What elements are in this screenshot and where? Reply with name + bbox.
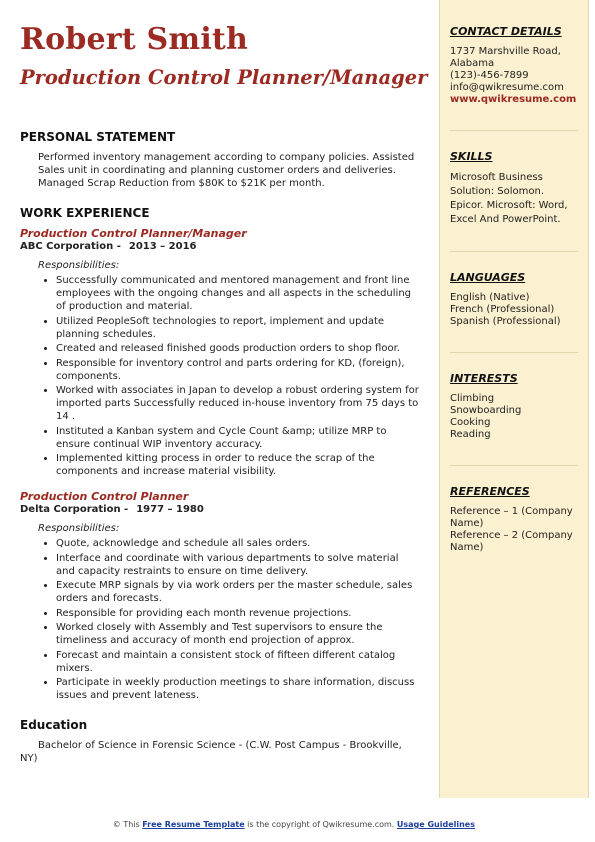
candidate-name: Robert Smith (20, 22, 248, 57)
list-item: • Implemented kitting process in order to reduce the scrap of the components and increase material visibility. (56, 452, 420, 478)
job-company (20, 240, 420, 253)
work-experience-heading: WORK EXPERIENCE (20, 206, 150, 220)
skills-heading: SKILLS (450, 150, 493, 163)
list-item: • Participate in weekly production meetings to share information, discuss issues and prevent lateness. (56, 676, 420, 702)
job-dates: 2013 – 2016 (128, 241, 197, 252)
list-item: • Utilized PeopleSoft technologies to report, implement and update planning schedules. (56, 315, 420, 341)
education-heading: Education (20, 718, 88, 732)
list-item: • Worked closely with Assembly and Test supervisors to ensure the timeliness and accuracy of month end projection of approx. (56, 621, 420, 647)
list-item: English (Native) (450, 292, 530, 303)
company-name: ABC Corporation - (20, 241, 121, 252)
languages-section (450, 272, 578, 328)
list-item: Spanish (Professional) (450, 316, 561, 327)
list-item: • Worked with associates in Japan to develop a robust ordering system for imported parts Successfully reduced in-house inventory from 75 days to 14 . (56, 384, 420, 423)
phone-number: (123)-456-7899 (450, 70, 529, 81)
list-item: • Interface and coordinate with various departments to solve material and capacity restraints to ensure on time delivery. (56, 552, 420, 578)
usage-guidelines-link[interactable]: Usage Guidelines (396, 820, 475, 829)
company-name: Delta Corporation - (20, 504, 129, 515)
list-item: Reference – 1 (Company Name) (450, 506, 573, 529)
responsibilities-list (38, 537, 420, 702)
references-heading: REFERENCES (450, 485, 530, 498)
main-column (20, 130, 420, 765)
job-dates: 1977 – 1980 (136, 504, 204, 515)
list-item: • Responsible for providing each month revenue projections. (56, 607, 420, 620)
job-title: Production Control Planner/Manager (20, 227, 247, 240)
list-item: • Instituted a Kanban system and Cycle Count &amp; utilize MRP to ensure continual WIP inventory accuracy. (56, 425, 420, 451)
list-item: Cooking (450, 417, 491, 428)
list-item: • Successfully communicated and mentored management and front line employees with the ongoing changes and all aspects in the scheduling of production and material. (56, 274, 420, 313)
sidebar (439, 0, 589, 798)
divider (450, 465, 578, 466)
footer-prefix: © This (112, 820, 143, 829)
job-entry (20, 490, 420, 702)
free-resume-template-link[interactable]: Free Resume Template (142, 820, 245, 829)
contact-section (450, 26, 578, 106)
address-line: 1737 Marshville Road, (450, 46, 561, 57)
work-experience-section (20, 206, 420, 702)
list-item: Climbing (450, 393, 495, 404)
job-entry (20, 227, 420, 478)
skills-section (450, 151, 578, 227)
footer (0, 820, 475, 829)
references-section (450, 486, 578, 554)
contact-heading: CONTACT DETAILS (450, 25, 562, 38)
responsibilities-label: Responsibilities: (38, 523, 120, 534)
personal-statement-heading: PERSONAL STATEMENT (20, 130, 176, 144)
skills-text: Microsoft Business Solution: Solomon. Epicor. Microsoft: Word, Excel And PowerPoint. (450, 172, 568, 225)
job-title: Production Control Planner (20, 490, 189, 503)
responsibilities-label: Responsibilities: (38, 260, 120, 271)
list-item: • Responsible for inventory control and parts ordering for KD, (foreign), components. (56, 357, 420, 383)
responsibilities-list (38, 274, 420, 478)
personal-statement-section (20, 130, 420, 190)
footer-copyright: is the copyright of Qwikresume.com. (244, 820, 397, 829)
list-item: • Forecast and maintain a consistent stock of fifteen different catalog mixers. (56, 649, 420, 675)
divider (450, 130, 578, 131)
divider (450, 352, 578, 353)
interests-section (450, 373, 578, 441)
email-address[interactable]: info@qwikresume.com (450, 82, 564, 93)
education-text: Bachelor of Science in Forensic Science - (C.W. Post Campus - Brookville, NY) (20, 740, 402, 764)
list-item: Reading (450, 429, 491, 440)
website-link[interactable]: www.qwikresume.com (450, 94, 577, 105)
candidate-title: Production Control Planner/Manager (20, 66, 428, 89)
list-item: • Quote, acknowledge and schedule all sales orders. (56, 537, 420, 550)
job-company (20, 503, 420, 516)
list-item: Snowboarding (450, 405, 522, 416)
address-line: Alabama (450, 58, 495, 69)
list-item: French (Professional) (450, 304, 555, 315)
list-item: Reference – 2 (Company Name) (450, 530, 573, 553)
education-section (20, 718, 420, 765)
list-item: • Created and released finished goods production orders to shop floor. (56, 342, 420, 355)
languages-heading: LANGUAGES (450, 271, 526, 284)
interests-heading: INTERESTS (450, 372, 518, 385)
list-item: • Execute MRP signals by via work orders per the master schedule, sales orders and forecasts. (56, 579, 420, 605)
divider (450, 251, 578, 252)
personal-statement-text: Performed inventory management according to company policies. Assisted Sales unit in coordinating and planning customer orders and deliveries. Managed Scrap Reduction from $80K to $21K per month. (38, 152, 415, 189)
